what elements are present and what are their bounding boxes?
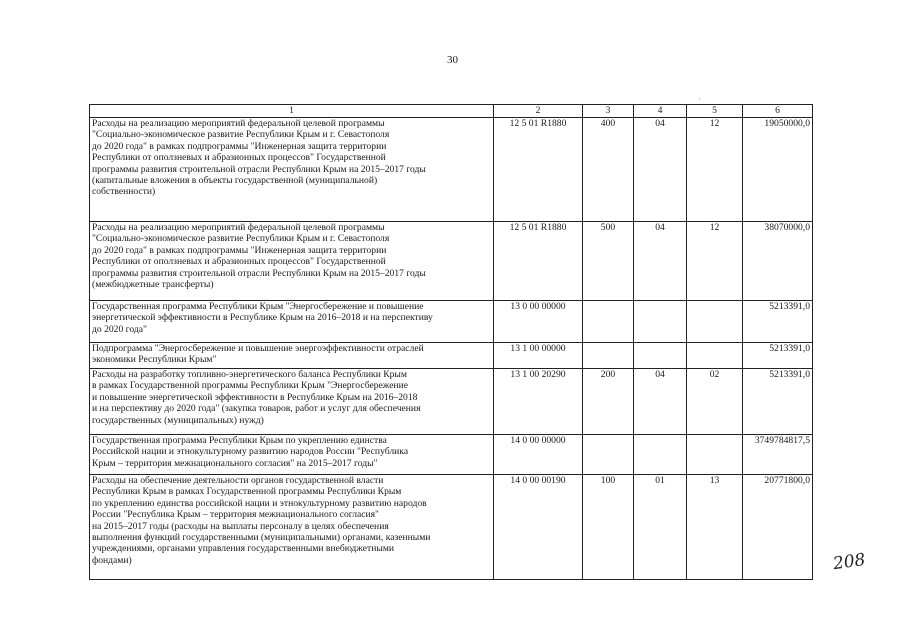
row-col-5: 13 xyxy=(687,475,743,580)
row-code: 12 5 01 R1880 xyxy=(494,118,583,222)
row-amount: 5213391,0 xyxy=(743,369,813,435)
row-col-4: 04 xyxy=(634,118,687,222)
row-col-5 xyxy=(687,343,743,369)
row-col-5: 02 xyxy=(687,369,743,435)
table-row xyxy=(90,118,813,222)
row-col-5: 12 xyxy=(687,222,743,301)
row-name: Расходы на разработку топливно-энергетического баланса Республики Крым в рамках Государственной программы Республики Крым "Энергосбережение и повышение энергетической эффективности в Республике Крым на 2016–2018 и на перспективу до 2020 года" (закупка товаров, работ и услуг для обеспечения государственных (муниципальных) нужд) xyxy=(90,369,494,435)
row-col-3: 500 xyxy=(583,222,634,301)
row-amount: 3749784817,5 xyxy=(743,435,813,475)
header-col-1: 1 xyxy=(90,105,494,118)
table-header-row xyxy=(90,105,813,118)
table-row xyxy=(90,301,813,343)
row-code: 13 1 00 00000 xyxy=(494,343,583,369)
table-row xyxy=(90,343,813,369)
row-col-3: 100 xyxy=(583,475,634,580)
row-col-5: 12 xyxy=(687,118,743,222)
row-name: Подпрограмма "Энергосбережение и повышение энергоэффективности отраслей экономики Республики Крым" xyxy=(90,343,494,369)
row-amount: 5213391,0 xyxy=(743,343,813,369)
budget-table xyxy=(89,104,813,580)
row-code: 14 0 00 00190 xyxy=(494,475,583,580)
row-col-3 xyxy=(583,435,634,475)
page-number: 30 xyxy=(447,54,458,66)
row-col-3 xyxy=(583,301,634,343)
table-row xyxy=(90,369,813,435)
header-col-4: 4 xyxy=(634,105,687,118)
header-col-5: 5 xyxy=(687,105,743,118)
row-col-4 xyxy=(634,301,687,343)
row-amount: 38070000,0 xyxy=(743,222,813,301)
row-col-4: 04 xyxy=(634,222,687,301)
row-col-4: 01 xyxy=(634,475,687,580)
header-col-3: 3 xyxy=(583,105,634,118)
table-row xyxy=(90,222,813,301)
row-code: 13 0 00 00000 xyxy=(494,301,583,343)
row-col-4: 04 xyxy=(634,369,687,435)
header-col-6: 6 xyxy=(743,105,813,118)
row-amount: 5213391,0 xyxy=(743,301,813,343)
header-col-2: 2 xyxy=(494,105,583,118)
row-code: 12 5 01 R1880 xyxy=(494,222,583,301)
row-name: Государственная программа Республики Крым "Энергосбережение и повышение энергетической эффективности в Республике Крым на 2016–2018 и на перспективу до 2020 года" xyxy=(90,301,494,343)
row-amount: 19050000,0 xyxy=(743,118,813,222)
row-name: Расходы на реализацию мероприятий федеральной целевой программы "Социально-экономическое развитие Республики Крым и г. Севастополя до 2020 года" в рамках подпрограммы "Инженерная защита территории Республики от оползневых и абразионных процессов" Государственной программы развития строительной отрасли Республики Крым на 2015–2017 годы (капитальные вложения в объекты государственной (муниципальной) собственности) xyxy=(90,118,494,222)
row-col-3: 200 xyxy=(583,369,634,435)
row-name: Государственная программа Республики Крым по укреплению единства Российской нации и этнокультурному развитию народов России "Республика Крым – территория межнационального согласия" на 2015–2017 годы" xyxy=(90,435,494,475)
scan-mark: · xyxy=(698,95,701,104)
row-col-4 xyxy=(634,435,687,475)
row-col-5 xyxy=(687,301,743,343)
row-amount: 20771800,0 xyxy=(743,475,813,580)
row-col-3 xyxy=(583,343,634,369)
row-col-3: 400 xyxy=(583,118,634,222)
row-col-5 xyxy=(687,435,743,475)
table-row xyxy=(90,435,813,475)
row-code: 14 0 00 00000 xyxy=(494,435,583,475)
table-row xyxy=(90,475,813,580)
handwritten-page-mark: 208 xyxy=(831,549,867,575)
row-col-4 xyxy=(634,343,687,369)
row-name: Расходы на реализацию мероприятий федеральной целевой программы "Социально-экономическое развитие Республики Крым и г. Севастополя до 2020 года" в рамках подпрограммы "Инженерная защита территории Республики от оползневых и абразионных процессов" Государственной программы развития строительной отрасли Республики Крым на 2015–2017 годы (межбюджетные трансферты) xyxy=(90,222,494,301)
row-name: Расходы на обеспечение деятельности органов государственной власти Республики Крым в рамках Государственной программы Республики Крым по укреплению единства российской нации и этнокультурному развитию народов России "Республика Крым – территория межнационального согласия" на 2015–2017 годы (расходы на выплаты персоналу в целях обеспечения выполнения функций государственными (муниципальными) органами, казенными учреждениями, органами управления государственными внебюджетными фондами) xyxy=(90,475,494,580)
row-code: 13 1 00 20290 xyxy=(494,369,583,435)
